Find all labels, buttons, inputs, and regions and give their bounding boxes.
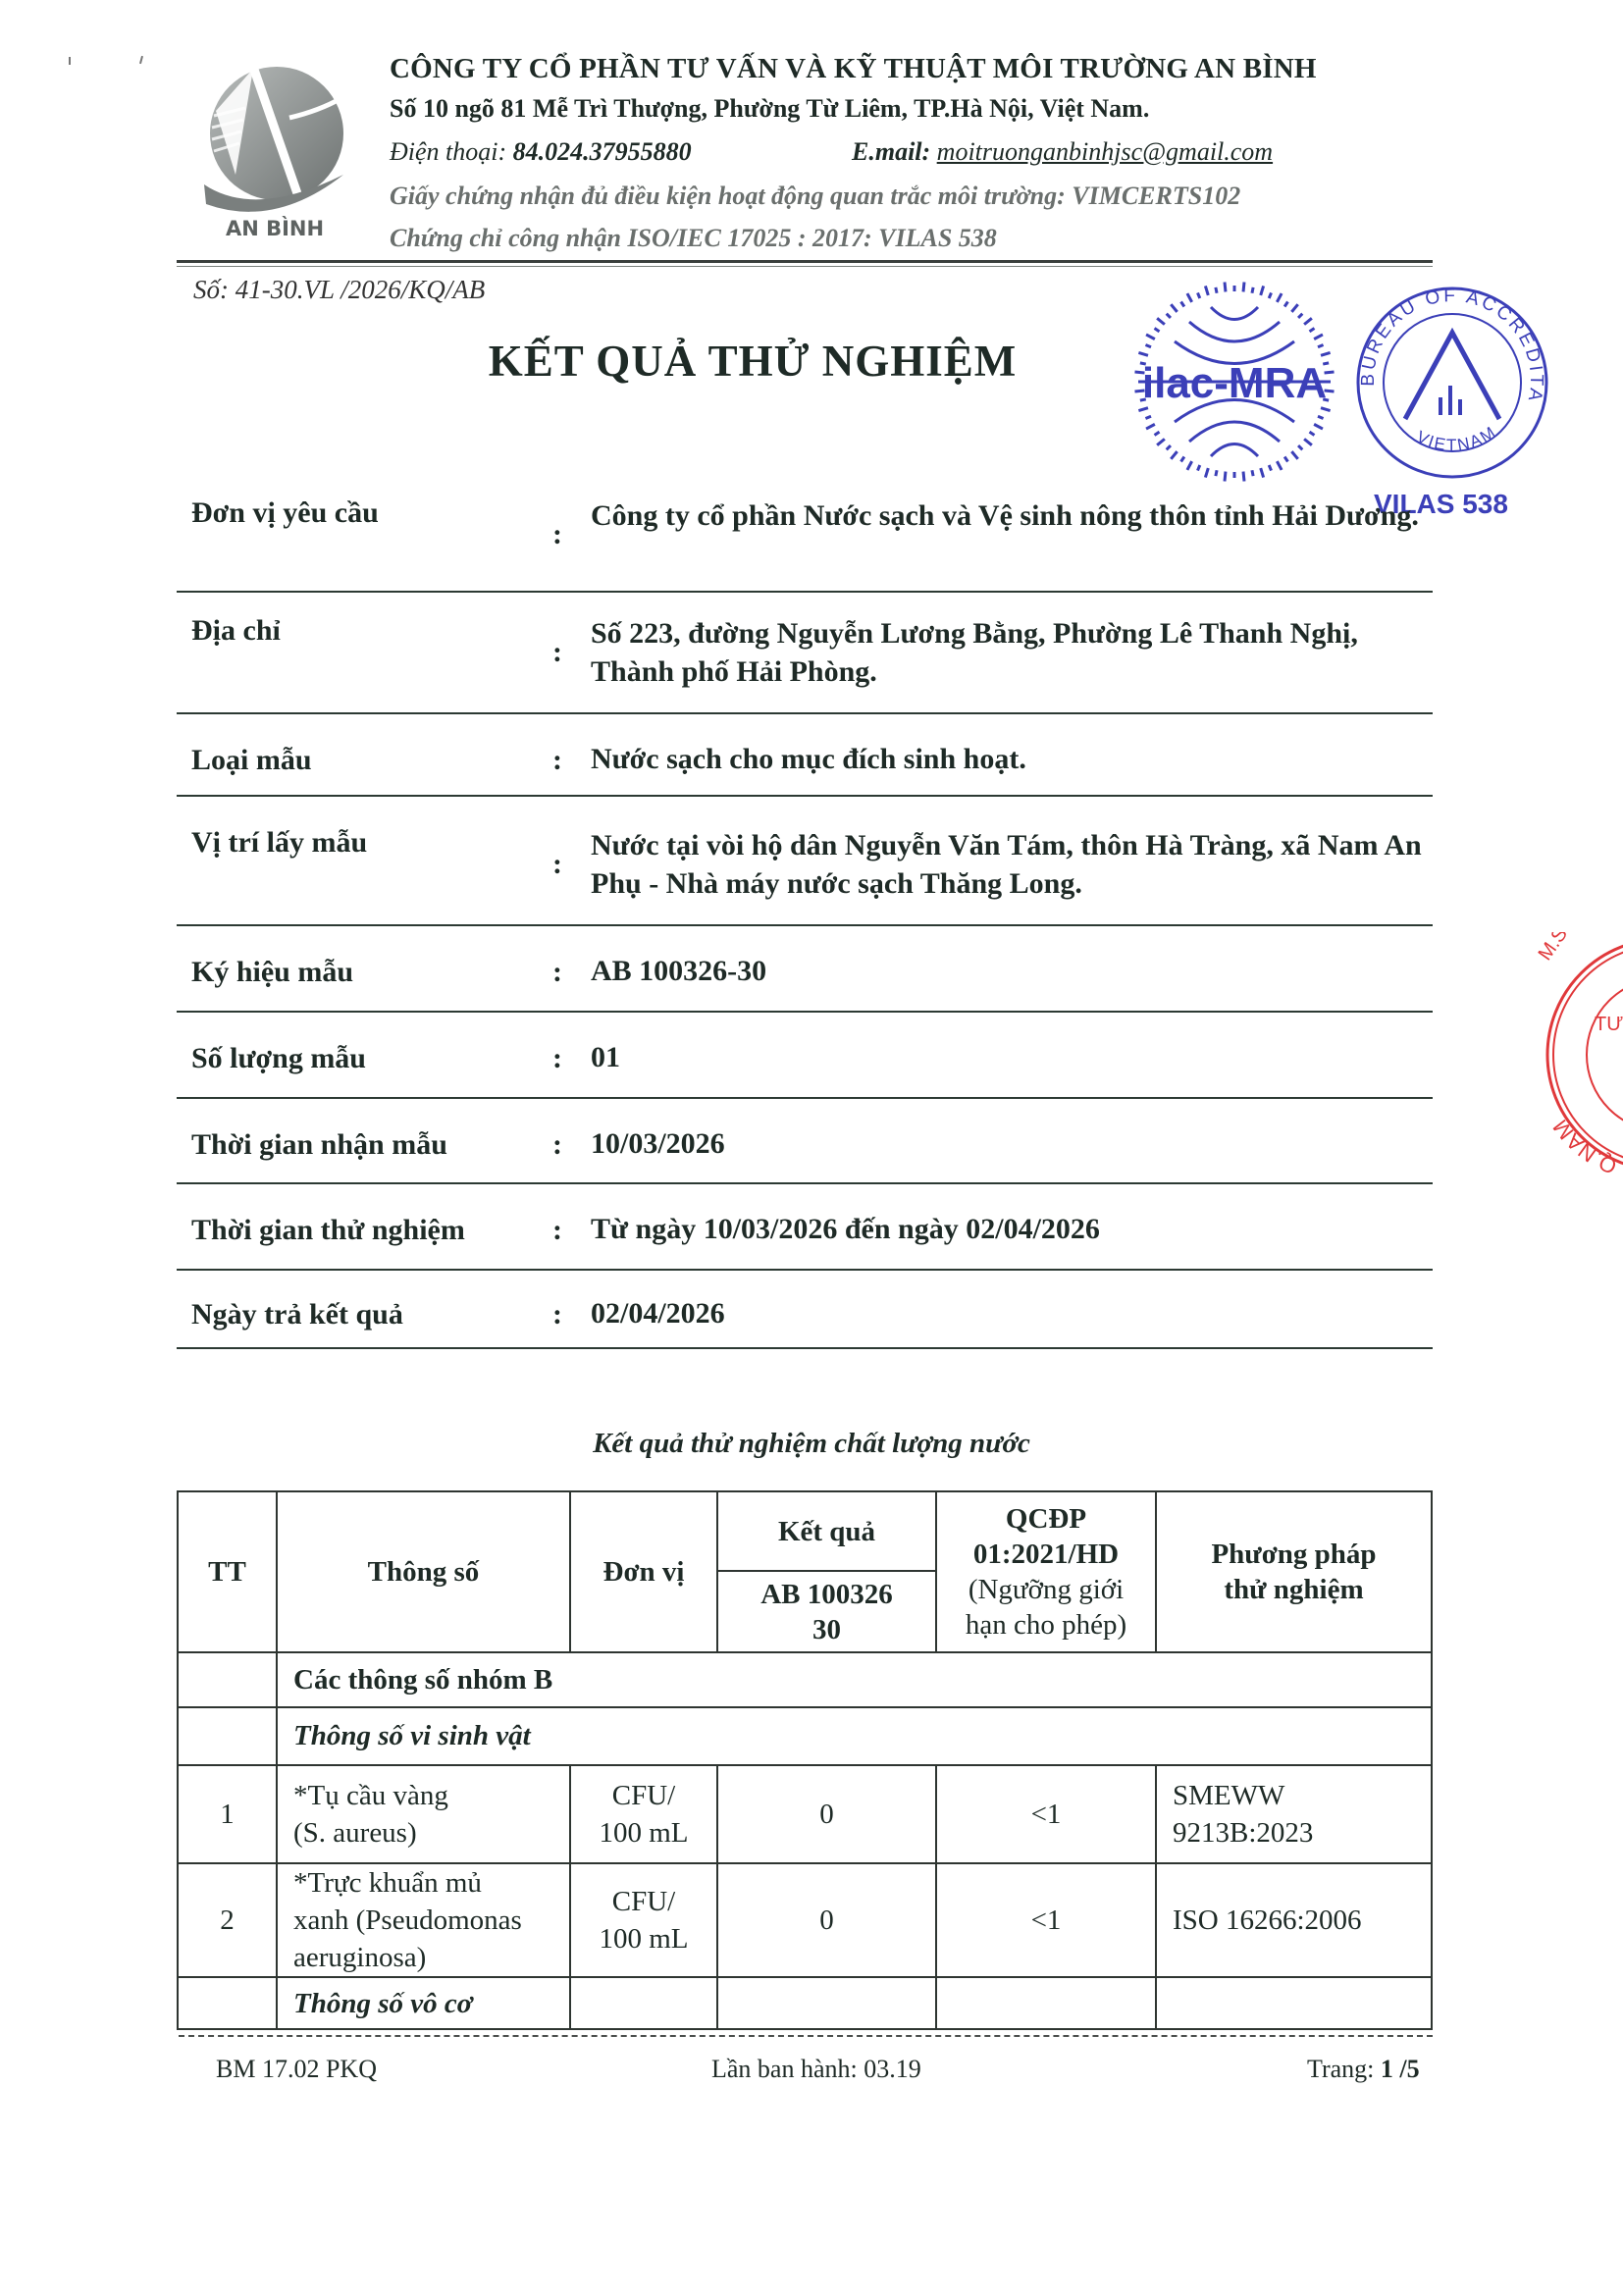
ilac-tick — [1252, 470, 1253, 476]
ilac-tick — [1298, 445, 1302, 449]
ilac-tick — [1205, 286, 1208, 295]
ilac-tick — [1277, 461, 1282, 470]
ilac-tick — [1138, 352, 1148, 355]
info-colon: : — [552, 518, 562, 550]
info-row-received-date — [177, 1099, 1433, 1184]
form-code: BM 17.02 PKQ — [216, 2055, 377, 2083]
bureau-accreditation-icon — [1354, 282, 1550, 488]
info-value: Nước sạch cho mục đích sinh hoạt. — [591, 743, 1026, 775]
ilac-tick — [1187, 461, 1192, 470]
ilac-tick — [1216, 287, 1217, 293]
unit-line: CFU/ — [611, 1780, 676, 1811]
email-link[interactable]: moitruonganbinhjsc@gmail.com — [936, 137, 1274, 166]
method-line: SMEWW — [1173, 1780, 1285, 1811]
limit-value: <1 — [936, 1765, 1156, 1863]
results-table — [177, 1490, 1433, 2030]
table-caption: Kết quả thử nghiệm chất lượng nước — [593, 1428, 1030, 1459]
ilac-tick — [1205, 468, 1208, 478]
ilac-tick — [1145, 344, 1151, 346]
svg-text:VIETNAM: VIETNAM — [1413, 422, 1500, 455]
sample-code-line: 30 — [812, 1613, 841, 1645]
col-header-method — [1156, 1491, 1432, 1652]
company-logo — [196, 57, 353, 243]
ilac-tick — [1181, 302, 1184, 307]
ilac-tick — [1138, 408, 1148, 411]
info-label: Ký hiệu mẫu — [191, 956, 354, 988]
issue-number: Lần ban hành: 03.19 — [711, 2055, 921, 2083]
method: ISO 16266:2006 — [1156, 1863, 1432, 1977]
col-header-parameter: Thông số — [277, 1491, 570, 1652]
info-label: Ngày trả kết quả — [191, 1298, 403, 1331]
iso-certificate: Chứng chỉ công nhận ISO/IEC 17025 : 2017: VILAS 538 — [390, 224, 997, 252]
parameter-line: aeruginosa) — [293, 1942, 427, 1973]
ilac-tick — [1314, 335, 1323, 339]
limit-line: 01:2021/HD — [972, 1539, 1120, 1570]
parameter-name — [277, 1863, 570, 1977]
page-value: 1 /5 — [1380, 2055, 1420, 2083]
subgroup-label: Thông số vi sinh vật — [277, 1707, 1432, 1765]
an-binh-logo-icon — [196, 57, 353, 243]
sample-code-line: AB 100326 — [760, 1578, 893, 1610]
ilac-tick — [1314, 424, 1323, 429]
company-phone — [390, 137, 692, 167]
phone-number: 84.024.37955880 — [512, 137, 692, 166]
table-row — [178, 1863, 1432, 1977]
ilac-tick — [1171, 451, 1177, 459]
info-row-requester — [177, 481, 1433, 593]
limit-line: QCĐP — [1005, 1503, 1087, 1535]
info-row-location — [177, 797, 1433, 926]
document-number: Số: 41-30.VL /2026/KQ/AB — [193, 275, 486, 304]
ilac-tick — [1318, 416, 1324, 418]
phone-label: Điện thoại: — [390, 137, 513, 166]
ilac-mra-badge — [1130, 278, 1338, 486]
svg-text:ilac-MRA: ilac-MRA — [1141, 359, 1328, 407]
header-divider — [177, 260, 1433, 267]
info-label: Thời gian nhận mẫu — [191, 1128, 447, 1161]
ilac-tick — [1157, 318, 1165, 324]
method — [1156, 1765, 1432, 1863]
svg-text:Q.NAM: Q.NAM — [1547, 1115, 1621, 1177]
info-label: Loại mẫu — [191, 744, 312, 776]
info-row-sample-type — [177, 714, 1433, 797]
svg-text:BUREAU OF ACCREDITATION: BUREAU OF ACCREDITA — [1357, 286, 1547, 404]
scan-mark — [139, 56, 143, 64]
info-value: 02/04/2026 — [591, 1297, 725, 1330]
ilac-tick — [1157, 439, 1165, 444]
ilac-tick — [1187, 293, 1192, 302]
info-row-test-period — [177, 1184, 1433, 1271]
ilac-mra-icon — [1130, 278, 1338, 486]
info-value: 01 — [591, 1041, 620, 1073]
info-row-quantity — [177, 1013, 1433, 1099]
table-row — [178, 1765, 1432, 1863]
info-colon: : — [552, 848, 562, 880]
ilac-tick — [1304, 439, 1312, 444]
result-value: 0 — [717, 1863, 936, 1977]
unit — [570, 1863, 717, 1977]
info-colon: : — [552, 1042, 562, 1074]
parameter-name — [277, 1765, 570, 1863]
ilac-tick — [1309, 329, 1314, 332]
vilas-accreditation-badge — [1354, 282, 1550, 488]
limit-value: <1 — [936, 1863, 1156, 1977]
info-label: Đơn vị yêu cầu — [191, 496, 379, 529]
unit-line: 100 mL — [599, 1817, 689, 1849]
ilac-tick — [1318, 344, 1324, 346]
ilac-tick — [1321, 408, 1331, 411]
info-colon: : — [552, 1298, 562, 1331]
ilac-tick — [1155, 329, 1160, 332]
ilac-tick — [1291, 451, 1297, 459]
parameter-line: *Trực khuẩn mủ — [293, 1867, 482, 1899]
vilas-number: VILAS 538 — [1374, 489, 1508, 519]
ilac-tick — [1284, 302, 1287, 307]
info-label: Địa chỉ — [191, 614, 281, 647]
page-title: KẾT QUẢ THỬ NGHIỆM — [488, 337, 1018, 386]
info-row-sample-code — [177, 926, 1433, 1013]
col-header-unit: Đơn vị — [570, 1491, 717, 1652]
page-number — [1307, 2055, 1420, 2084]
info-row-return-date — [177, 1271, 1433, 1349]
empty-cell — [1156, 1977, 1432, 2029]
method-line: thử nghiệm — [1224, 1574, 1364, 1605]
col-header-limit — [936, 1491, 1156, 1652]
empty-cell — [178, 1652, 277, 1707]
info-colon: : — [552, 1214, 562, 1246]
company-seal — [1526, 932, 1623, 1177]
ilac-tick — [1197, 292, 1199, 298]
ilac-tick — [1167, 314, 1171, 318]
info-colon: : — [552, 744, 562, 776]
scan-mark — [69, 57, 71, 65]
ilac-tick — [1284, 456, 1287, 461]
ilac-tick — [1291, 304, 1297, 312]
ilac-tick — [1309, 432, 1314, 435]
footer-divider — [179, 2035, 1433, 2037]
subgroup-row — [178, 1707, 1432, 1765]
ilac-tick — [1269, 465, 1271, 471]
ilac-tick — [1304, 318, 1312, 324]
table-header-row — [178, 1491, 1432, 1571]
info-colon: : — [552, 956, 562, 988]
empty-cell — [178, 1707, 277, 1765]
col-header-sample-code — [717, 1571, 936, 1652]
info-value: Công ty cổ phần Nước sạch và Vệ sinh nông thôn tỉnh Hải Dương. — [591, 499, 1419, 532]
ilac-tick — [1145, 416, 1151, 418]
ilac-tick — [1216, 470, 1217, 476]
page-label: Trang: — [1307, 2055, 1381, 2083]
ilac-tick — [1269, 292, 1271, 298]
ilac-tick — [1261, 468, 1264, 478]
svg-text:AN BÌNH: AN BÌNH — [225, 217, 325, 240]
ilac-tick — [1252, 287, 1253, 293]
row-number: 2 — [178, 1863, 277, 1977]
info-value: AB 100326-30 — [591, 955, 767, 987]
red-seal-icon — [1526, 932, 1623, 1177]
email-label: E.mail: — [852, 137, 937, 166]
ilac-tick — [1167, 445, 1171, 449]
group-label: Các thông số nhóm B — [277, 1652, 1432, 1707]
info-value: 10/03/2026 — [591, 1127, 725, 1160]
method-line: 9213B:2023 — [1173, 1817, 1314, 1849]
info-row-address — [177, 593, 1433, 714]
parameter-line: (S. aureus) — [293, 1817, 417, 1849]
unit — [570, 1765, 717, 1863]
info-label: Số lượng mẫu — [191, 1042, 366, 1074]
unit-line: 100 mL — [599, 1923, 689, 1955]
parameter-line: xanh (Pseudomonas — [293, 1905, 522, 1936]
info-colon: : — [552, 1128, 562, 1161]
info-label: Vị trí lấy mẫu — [191, 826, 368, 859]
ilac-tick — [1261, 286, 1264, 295]
ilac-tick — [1155, 432, 1160, 435]
info-value: Nước tại vòi hộ dân Nguyễn Văn Tám, thôn Hà Tràng, xã Nam An Phụ - Nhà máy nước sạch Thăng Long. — [591, 829, 1422, 900]
company-email — [852, 137, 1273, 167]
info-value: Số 223, đường Nguyễn Lương Bằng, Phường Lê Thanh Nghị, Thành phố Hải Phòng. — [591, 617, 1358, 688]
ilac-tick — [1146, 424, 1155, 429]
info-colon: : — [552, 636, 562, 668]
col-header-tt: TT — [178, 1491, 277, 1652]
ilac-tick — [1197, 465, 1199, 471]
unit-line: CFU/ — [611, 1886, 676, 1917]
parameter-line: *Tụ cầu vàng — [293, 1780, 448, 1811]
subgroup-label: Thông số vô cơ — [277, 1977, 570, 2029]
ilac-tick — [1181, 456, 1184, 461]
col-header-result: Kết quả — [717, 1491, 936, 1571]
info-label: Thời gian thử nghiệm — [191, 1214, 465, 1246]
row-number: 1 — [178, 1765, 277, 1863]
svg-text:TƯ: TƯ — [1595, 1014, 1623, 1035]
result-value: 0 — [717, 1765, 936, 1863]
vimcerts-certificate: Giấy chứng nhận đủ điều kiện hoạt động quan trắc môi trường: VIMCERTS102 — [390, 182, 1241, 210]
ilac-tick — [1321, 352, 1331, 355]
ilac-tick — [1298, 314, 1302, 318]
subgroup-row — [178, 1977, 1432, 2029]
ilac-tick — [1146, 335, 1155, 339]
ilac-tick — [1171, 304, 1177, 312]
ilac-tick — [1243, 282, 1244, 291]
empty-cell — [178, 1977, 277, 2029]
method-line: Phương pháp — [1211, 1539, 1377, 1570]
limit-line: hạn cho phép) — [965, 1609, 1127, 1641]
group-row — [178, 1652, 1432, 1707]
empty-cell — [936, 1977, 1156, 2029]
empty-cell — [717, 1977, 936, 2029]
info-value: Từ ngày 10/03/2026 đến ngày 02/04/2026 — [591, 1213, 1100, 1245]
limit-line: (Ngưỡng giới — [968, 1574, 1125, 1605]
empty-cell — [570, 1977, 717, 2029]
company-name: CÔNG TY CỔ PHẦN TƯ VẤN VÀ KỸ THUẬT MÔI TRƯỜNG AN BÌNH — [390, 53, 1317, 84]
company-address: Số 10 ngõ 81 Mễ Trì Thượng, Phường Từ Liêm, TP.Hà Nội, Việt Nam. — [390, 94, 1150, 123]
ilac-tick — [1225, 282, 1226, 291]
ilac-tick — [1277, 293, 1282, 302]
